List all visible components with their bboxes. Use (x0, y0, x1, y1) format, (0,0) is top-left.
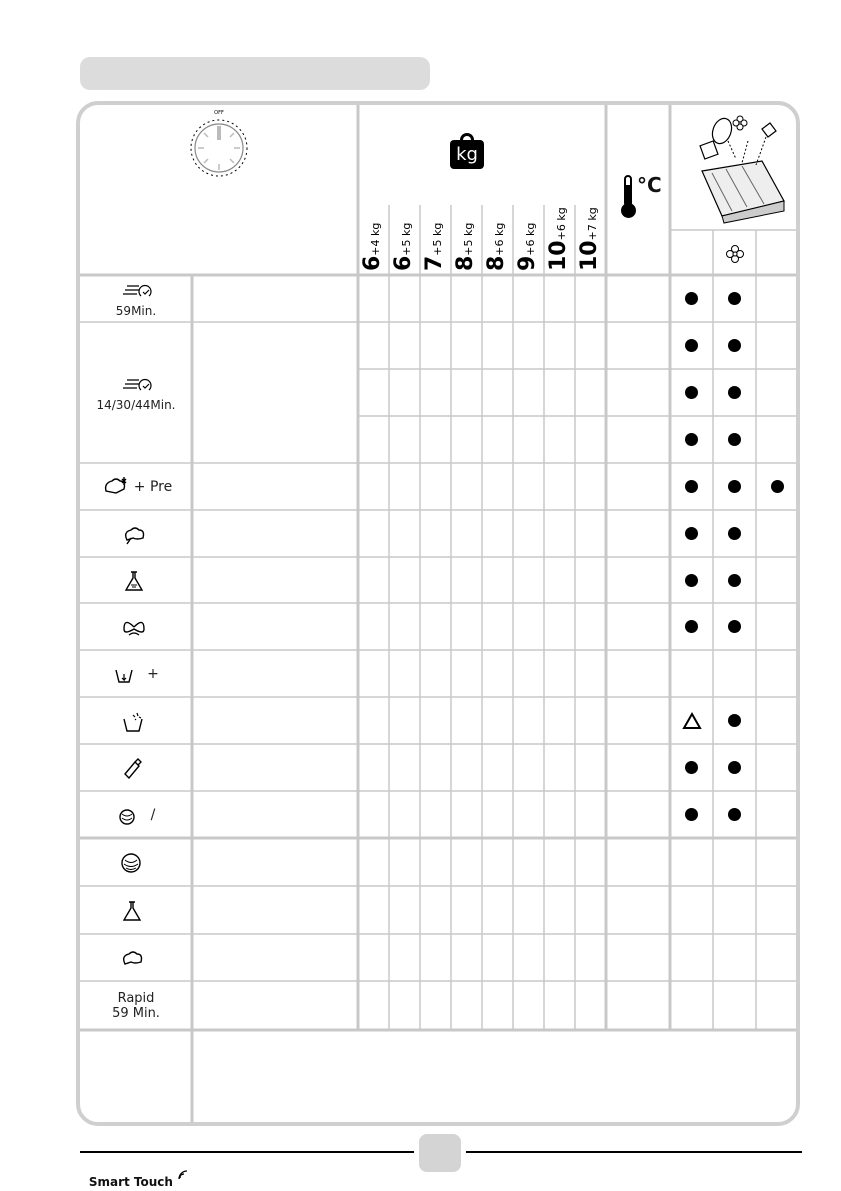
program-row-label (80, 463, 192, 510)
load-capacity-label (577, 207, 602, 271)
rinse-icon (119, 709, 153, 733)
detergent-dot (728, 714, 741, 727)
load-main-kg: 6 (360, 255, 385, 271)
load-capacity-label (484, 223, 509, 271)
program-dial-icon (184, 108, 254, 188)
detergent-dot (728, 620, 741, 633)
optional-detergent-triangle (682, 712, 702, 730)
section-title-bar (80, 57, 430, 90)
load-capacity-label (360, 223, 385, 271)
detergent-dot (685, 808, 698, 821)
program-row-label (80, 322, 192, 463)
footer-line-left (80, 1151, 414, 1153)
detergent-dot (685, 386, 698, 399)
detergent-dot (685, 574, 698, 587)
cotton-icon (119, 522, 153, 546)
temperature-icon (620, 173, 670, 223)
smart-touch-label: Smart Touch (84, 1175, 196, 1189)
cotton-dry-icon (119, 946, 153, 970)
delicates-butterfly-icon (119, 615, 153, 639)
detergent-dot (685, 480, 698, 493)
detergent-drawer-icon (692, 111, 788, 223)
program-row-label (80, 886, 192, 934)
load-capacity-label (391, 223, 416, 271)
detergent-dot (728, 574, 741, 587)
load-extra-kg: +5 kg (431, 222, 444, 256)
weight-kg-icon: kg (450, 133, 484, 169)
program-row-label (80, 981, 192, 1030)
program-row-label (80, 838, 192, 886)
drain-spin-icon (113, 662, 147, 686)
detergent-dot (685, 527, 698, 540)
load-main-kg: 8 (484, 255, 509, 271)
baby-bottle-icon (119, 756, 153, 780)
detergent-dot (728, 386, 741, 399)
synthetics-flask-icon (119, 568, 153, 592)
cotton-prewash-icon (100, 475, 134, 499)
program-row-label (80, 603, 192, 650)
load-extra-kg: +7 kg (586, 207, 599, 241)
detergent-dot (728, 339, 741, 352)
program-label-text: 59 Min. (112, 1005, 160, 1021)
load-extra-kg: +6 kg (524, 222, 537, 256)
program-label-text: / (150, 806, 156, 823)
detergent-dot (685, 292, 698, 305)
temperature-unit: °C (637, 173, 662, 197)
load-main-kg: 9 (515, 255, 540, 271)
load-capacity-label (453, 223, 478, 271)
load-capacity-label (546, 207, 571, 271)
dial-off-label: OFF (214, 110, 224, 116)
wool-dry-icon (119, 850, 153, 874)
detergent-dot (728, 527, 741, 540)
detergent-dot (685, 433, 698, 446)
load-capacity-label (515, 223, 540, 271)
detergent-dot (685, 761, 698, 774)
program-row-label (80, 791, 192, 838)
rapid-wash-icon (119, 280, 153, 304)
program-row-label (80, 934, 192, 981)
rapid-wash-icon (119, 374, 153, 398)
load-extra-kg: +4 kg (369, 222, 382, 256)
detergent-dot (771, 480, 784, 493)
footer-line-right (466, 1151, 802, 1153)
program-label-text: Rapid (117, 990, 155, 1006)
load-capacity-label (422, 223, 447, 271)
load-extra-kg: +5 kg (400, 222, 413, 256)
load-main-kg: 8 (453, 255, 478, 271)
detergent-dot (728, 761, 741, 774)
detergent-dot (685, 620, 698, 633)
detergent-dot (728, 808, 741, 821)
program-label-text: + Pre (133, 478, 173, 495)
program-row-label (80, 557, 192, 603)
synthetics-dry-icon (119, 898, 153, 922)
detergent-dot (728, 433, 741, 446)
load-main-kg: 7 (422, 255, 447, 271)
program-row-label (80, 744, 192, 791)
program-row-label (80, 275, 192, 322)
program-row-label (80, 697, 192, 744)
program-label-text: 59Min. (115, 303, 157, 318)
detergent-dot (728, 480, 741, 493)
program-row-label (80, 650, 192, 697)
program-table (76, 101, 800, 1189)
program-row-label (80, 510, 192, 557)
program-label-text: + (147, 665, 159, 682)
page-number-tab (419, 1134, 461, 1172)
load-main-kg: 6 (391, 255, 416, 271)
wool-handwash-icon (117, 803, 151, 827)
softener-column-icon (726, 245, 744, 263)
load-extra-kg: +6 kg (555, 207, 568, 241)
load-extra-kg: +5 kg (462, 222, 475, 256)
load-extra-kg: +6 kg (493, 222, 506, 256)
load-main-kg: 10 (577, 240, 602, 271)
detergent-dot (685, 339, 698, 352)
load-main-kg: 10 (546, 240, 571, 271)
detergent-dot (728, 292, 741, 305)
nfc-wave-icon (177, 1167, 191, 1181)
program-label-text: 14/30/44Min. (96, 397, 176, 412)
